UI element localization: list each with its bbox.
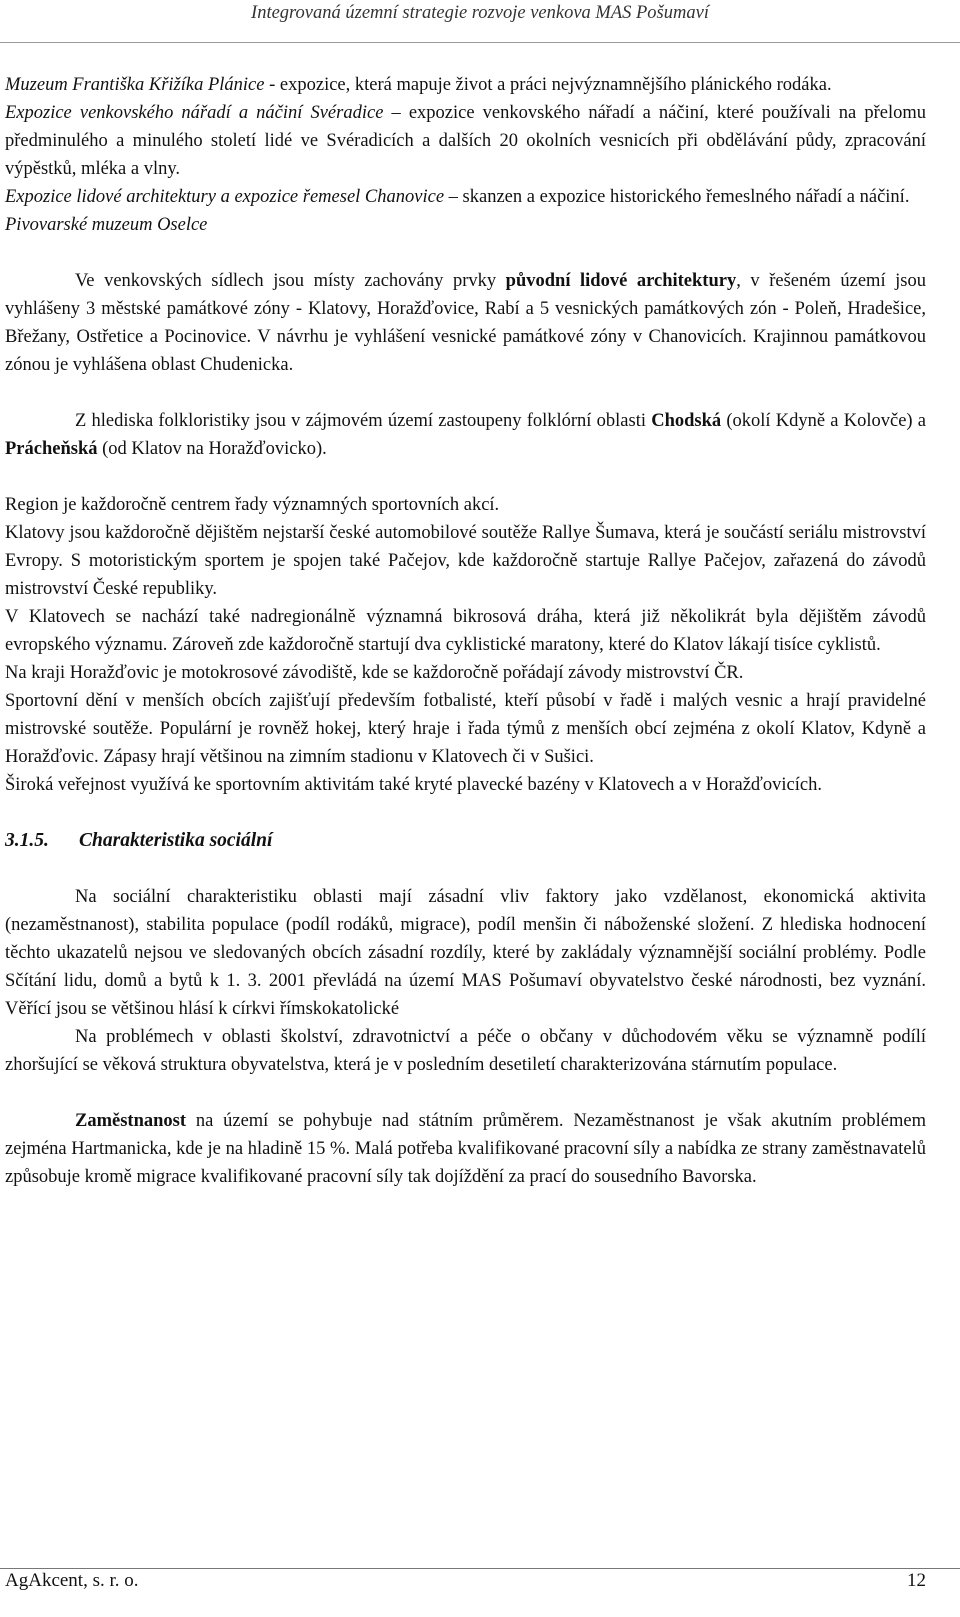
sport-paragraph: Sportovní dění v menších obcích zajišťují především fotbalisté, kteří působí v řadě i malých vesnic a hrají pravidelné mistrovské soutěže. Populární je rovněž hokej, který hraje i řada týmů z menších obcí zejména z okolí Klatov, Kdyně a Horažďovic. Zápasy hrají většinou na zimním stadionu v Klatovech či v Sušici. (5, 691, 926, 767)
museum-description: – expozice venkovského nářadí a náčiní, které používali na přelomu předminulého a minulého století lidé ve Svéradicích a dalších 20 okolních vesnicích při obdělávání půdy, zpracování výpěstků, mléka a vlny. (5, 103, 926, 179)
museum-name: Pivovarské muzeum Oselce (5, 215, 208, 235)
social-paragraph: Na problémech v oblasti školství, zdravotnictví a péče o občany v důchodovém věku se významně podílí zhoršující se věková struktura obyvatelstva, která je v posledním desetiletí charakterizována stárnutím populace. (5, 1027, 926, 1075)
museum-paragraph (5, 183, 926, 211)
museum-name: Expozice lidové architektury a expozice řemesel Chanovice (5, 187, 445, 207)
header-rule (0, 42, 960, 43)
employment-paragraph: Zaměstnanost na území se pohybuje nad státním průměrem. Nezaměstnanost je však akutním problémem zejména Hartmanicka, kde je na hladině 15 %. Malá potřeba kvalifikované pracovní síly a nabídka ze strany zaměstnavatelů způsobuje kromě migrace kvalifikované pracovní síly tak dojíždění za prací do sousedního Bavorska. (5, 1111, 926, 1187)
architecture-paragraph: Ve venkovských sídlech jsou místy zachovány prvky původní lidové architektury, v řešeném území jsou vyhlášeny 3 městské památkové zóny - Klatovy, Horažďovice, Rabí a 5 vesnických památkových zón - Poleň, Hradešice, Břežany, Ostřetice a Pocinovice. V návrhu je vyhlášení vesnické památkové zóny v Chanovicích. Krajinnou památkovou zónou je vyhlášena oblast Chudenicka. (5, 271, 926, 375)
architecture-emphasis: původní lidové architektury (505, 271, 737, 291)
folklore-region-chodska: Chodská (651, 411, 722, 431)
folklore-paragraph: Z hlediska folkloristiky jsou v zájmovém území zastoupeny folklórní oblasti Chodská (okolí Kdyně a Kolovče) a Prácheňská (od Klatov na Horažďovicko). (5, 411, 926, 459)
museum-name: Expozice venkovského nářadí a náčiní Svéradice (5, 103, 384, 123)
museum-paragraph (5, 99, 926, 183)
sport-paragraph: Na kraji Horažďovic je motokrosové závodiště, kde se každoročně pořádají závody mistrovství ČR. (5, 663, 744, 683)
running-header: Integrovaná územní strategie rozvoje venkova MAS Pošumaví (251, 3, 709, 23)
section-title: Charakteristika sociální (79, 830, 273, 851)
social-paragraph: Na sociální charakteristiku oblasti mají zásadní vliv faktory jako vzdělanost, ekonomická aktivita (nezaměstnanost), stabilita populace (podíl rodáků, migrace), podíl menšin či náboženské složení. Z hlediska hodnocení těchto ukazatelů nejsou ve sledovaných obcích zásadní rozdíly, které by zakládaly významnější sociální problémy. Podle Sčítání lidu, domů a bytů k 1. 3. 2001 převládá na území MAS Pošumaví obyvatelstvo české národnosti, bez vyznání. Věřící jsou se většinou hlásí k církvi římskokatolické (5, 887, 926, 1019)
museum-description: - expozice, která mapuje život a práci nejvýznamnějšího plánického rodáka. (264, 75, 832, 95)
section-heading (5, 827, 926, 855)
sport-paragraph: Široká veřejnost využívá ke sportovním aktivitám také kryté plavecké bazény v Klatovech a v Horažďovicích. (5, 775, 822, 795)
footer-rule (0, 1568, 960, 1569)
museum-name: Muzeum Františka Křižíka Plánice (5, 75, 265, 95)
footer-company: AgAkcent, s. r. o. (5, 1570, 139, 1591)
museum-description: – skanzen a expozice historického řemeslného nářadí a náčiní. (444, 187, 910, 207)
employment-emphasis: Zaměstnanost (75, 1111, 187, 1131)
sport-paragraph: Region je každoročně centrem řady významných sportovních akcí. (5, 495, 500, 515)
sport-paragraph: Klatovy jsou každoročně dějištěm nejstarší české automobilové soutěže Rallye Šumava, která je součástí seriálu mistrovství Evropy. S motoristickým sportem je spojen také Pačejov, kde každoročně startuje Rallye Pačejov, zařazená do závodů mistrovství České republiky. (5, 523, 926, 599)
museum-paragraph (5, 211, 926, 239)
page-number: 12 (907, 1570, 926, 1591)
folklore-region-prachenska: Prácheňská (5, 439, 98, 459)
museum-paragraph (5, 71, 926, 99)
document-body (5, 71, 926, 1191)
section-number: 3.1.5. (5, 830, 49, 851)
sport-paragraph: V Klatovech se nachází také nadregionálně významná bikrosová dráha, která již několikrát byla dějištěm závodů evropského významu. Zároveň zde každoročně startují dva cyklistické maratony, které do Klatov lákají tisíce cyklistů. (5, 607, 926, 655)
